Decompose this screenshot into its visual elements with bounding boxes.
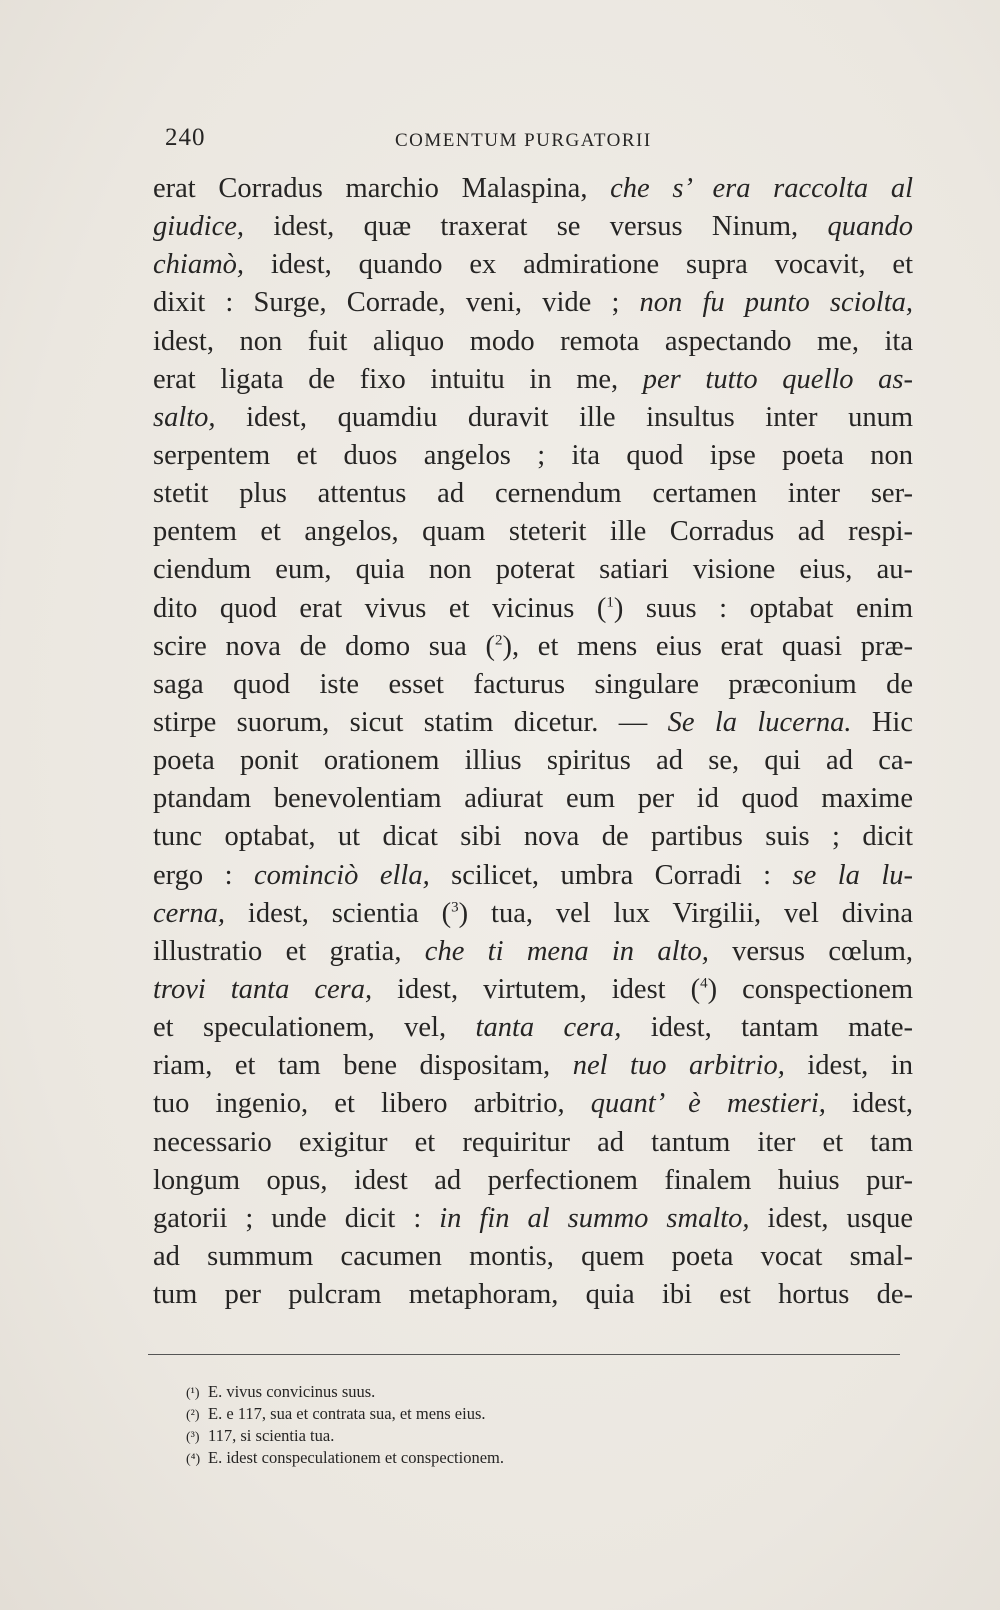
text-line: tum per pulcram metaphoram, quia ibi est hortus de- xyxy=(153,1279,913,1311)
footnote xyxy=(186,1425,846,1447)
footnote-mark: (²) xyxy=(186,1408,200,1423)
footnote xyxy=(186,1381,846,1403)
footnote-mark: (¹) xyxy=(186,1386,200,1401)
text-line: chiamò, idest, quando ex admiratione supra vocavit, et xyxy=(153,249,913,281)
running-title: COMENTUM PURGATORII xyxy=(395,130,652,151)
text-line: ciendum eum, quia non poterat satiari visione eius, au- xyxy=(153,554,913,586)
text-line: erat ligata de fixo intuitu in me, per tutto quello as- xyxy=(153,363,913,395)
text-line: longum opus, idest ad perfectionem finalem huius pur- xyxy=(153,1164,913,1196)
footnote-divider xyxy=(148,1354,900,1355)
footnote-text: 117, si scientia tua. xyxy=(208,1426,335,1445)
text-line: pentem et angelos, quam steterit ille Corradus ad respi- xyxy=(153,516,913,548)
text-line: ptandam benevolentiam adiurat eum per id quod maxime xyxy=(153,783,913,815)
footnote xyxy=(186,1403,846,1425)
main-text xyxy=(153,170,913,1314)
footnote-text: E. idest conspeculationem et conspectionem. xyxy=(208,1448,504,1467)
text-line: erat Corradus marchio Malaspina, che s’ era raccolta al xyxy=(153,173,913,204)
text-line: tuo ingenio, et libero arbitrio, quant’ è mestieri, idest, xyxy=(153,1088,913,1120)
text-line: et speculationem, vel, tanta cera, idest, tantam mate- xyxy=(153,1012,913,1044)
footnote xyxy=(186,1447,846,1469)
text-line: idest, non fuit aliquo modo remota aspectando me, ita xyxy=(153,325,913,357)
text-line: serpentem et duos angelos ; ita quod ipse poeta non xyxy=(153,439,913,471)
text-line: gatorii ; unde dicit : in fin al summo smalto, idest, usque xyxy=(153,1202,913,1234)
text-line: cerna, idest, scientia ($^3$) tua, vel lux Virgilii, vel divina xyxy=(153,897,913,929)
text-line: salto, idest, quamdiu duravit ille insultus inter unum xyxy=(153,401,913,433)
text-line: giudice, idest, quæ traxerat se versus Ninum, quando xyxy=(153,211,913,243)
text-line: dixit : Surge, Corrade, veni, vide ; non fu punto sciolta, xyxy=(153,287,913,319)
footnote-mark: (³) xyxy=(186,1430,200,1445)
text-line: scire nova de domo sua ($^2$), et mens eius erat quasi præ- xyxy=(153,630,914,662)
footnote-text: E. e 117, sua et contrata sua, et mens eius. xyxy=(208,1404,486,1423)
text-line: dito quod erat vivus et vicinus ($^1$) suus : optabat enim xyxy=(153,592,913,624)
text-line: tunc optabat, ut dicat sibi nova de partibus suis ; dicit xyxy=(153,821,913,853)
footnotes xyxy=(186,1381,846,1469)
text-line: necessario exigitur et requiritur ad tantum iter et tam xyxy=(153,1126,913,1158)
text-line: stetit plus attentus ad cernendum certamen inter ser- xyxy=(153,478,913,510)
text-line: ergo : cominciò ella, scilicet, umbra Corradi : se la lu- xyxy=(153,859,913,891)
footnote-text: E. vivus convicinus suus. xyxy=(208,1382,376,1401)
text-line: saga quod iste esset facturus singulare præconium de xyxy=(153,668,913,700)
footnote-mark: (⁴) xyxy=(186,1452,201,1467)
text-line: illustratio et gratia, che ti mena in alto, versus cœlum, xyxy=(153,935,914,967)
text-line: riam, et tam bene dispositam, nel tuo arbitrio, idest, in xyxy=(153,1050,913,1082)
page-number: 240 xyxy=(165,124,206,151)
text-line: ad summum cacumen montis, quem poeta vocat smal- xyxy=(153,1240,913,1272)
text-line: trovi tanta cera, idest, virtutem, idest ($^4$) conspectionem xyxy=(153,973,914,1005)
page-header xyxy=(165,124,905,158)
text-line: poeta ponit orationem illius spiritus ad se, qui ad ca- xyxy=(153,745,913,777)
text-line: stirpe suorum, sicut statim dicetur. — Se la lucerna. Hic xyxy=(153,706,913,738)
